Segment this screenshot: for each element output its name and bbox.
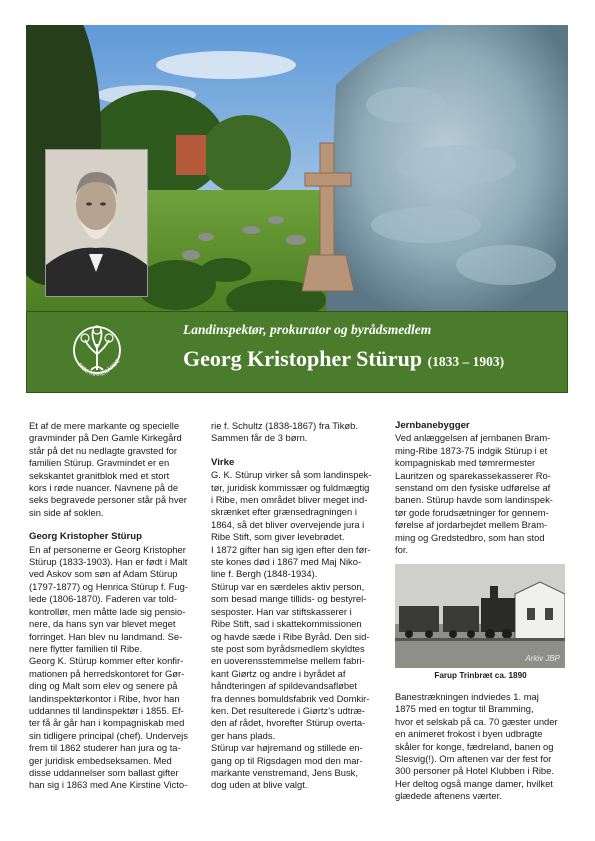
text-line: Ribe Stift, som giver levebrødet. — [211, 531, 345, 543]
text-line: familien Stürup. Gravmindet er en — [29, 457, 170, 469]
text-line: ger juridisk embedseksamen. Med — [29, 754, 172, 766]
text-line: Sammen får de 3 børn. — [211, 432, 308, 444]
text-line: nere, da hans syn var blevet meget — [29, 618, 176, 630]
text-line: rie f. Schultz (1838-1867) fra Tikøb. — [211, 420, 358, 431]
text-line: fra dennes bomuldsfabrik ved Domkir- — [211, 692, 370, 704]
column-2 — [211, 420, 379, 792]
section-heading-sturup: Georg Kristopher Stürup — [29, 531, 142, 543]
text-line: tør gode forudsætninger for gennem- — [395, 506, 549, 518]
text-line: en animeret frokost i byen udbragte — [395, 728, 543, 740]
text-line: sin side af soklen. — [29, 506, 104, 518]
text-line: tør, juridisk kommissær og fuldmægtig — [211, 481, 370, 493]
text-line: disse uddannelser som ballast gifter — [29, 766, 179, 778]
text-line: 1864, så det bliver overvejende jura i — [211, 518, 365, 530]
text-line: 300 personer på Hotel Klubben i Ribe. — [395, 765, 554, 777]
text-line: Her deltog også mange damer, hvilket — [395, 777, 553, 789]
text-line: for. — [395, 544, 409, 556]
portrait-photo — [45, 149, 148, 297]
bio-paragraph — [29, 544, 194, 792]
text-line: landinspektørkontor i Ribe, hvor han — [29, 692, 180, 704]
continuation-paragraph — [211, 420, 379, 445]
text-line: dog uden at blive valgt. — [211, 779, 308, 791]
text-line: den af rådet, hvorefter Stürup overta- — [211, 717, 366, 729]
text-line: førelse af jordarbejdet mellem Bram- — [395, 519, 548, 531]
text-line: markante venstremand, Jens Busk, — [211, 766, 358, 778]
text-line: skrænket efter grænsedragningen i — [211, 506, 357, 518]
text-line: gang op til Rigsdagen mod den mar- — [211, 754, 363, 766]
virke-paragraph — [211, 469, 379, 792]
text-line: ste kones død i 1867 med Maj Niko- — [211, 556, 362, 568]
text-line: ste post som byrådsmedlem skyldtes — [211, 642, 365, 654]
text-line: Stürup var en særdeles aktiv person, — [211, 580, 365, 592]
text-line: hvor et selskab på ca. 70 gæster under — [395, 715, 558, 727]
text-line: nere flytter familien til Ribe. — [29, 642, 143, 654]
text-line: i Ribe, men området bliver meget ind- — [211, 494, 368, 506]
text-line: og havde sæde i Ribe Byråd. Den sid- — [211, 630, 370, 642]
text-line: 1875 med en togtur til Bramming, — [395, 703, 534, 715]
section-heading-virke: Virke — [211, 456, 235, 468]
text-line: (1797-1877) og Henrica Stürup f. Fug- — [29, 580, 188, 592]
text-line: Stürup var højremand og stillede en- — [211, 742, 363, 754]
text-line: ger hans plads. — [211, 729, 276, 741]
text-line: står på det nu nedlagte gravsted for — [29, 444, 178, 456]
photo-credit: Arkiv JBP — [525, 654, 560, 664]
text-line: Ved anlæggelsen af jernbanen Bram- — [395, 432, 551, 444]
text-line: sin tidligere principal (chef). Undervejs — [29, 729, 188, 741]
text-line: ken. Det resulterede i Giørtz's udtræ- — [211, 704, 365, 716]
ribe-kirkegaarde-logo — [69, 320, 125, 390]
text-line: kors i røde nuancer. Navnene på de — [29, 482, 179, 494]
text-line: senstand om den fysiske udførelse af — [395, 482, 551, 494]
text-line: frem til 1862 studerer han jura og ta- — [29, 742, 181, 754]
text-line: Banestrækningen indviedes 1. maj — [395, 690, 539, 702]
svg-text:RIBE KIRKEGÅRDE: RIBE KIRKEGÅRDE — [76, 358, 122, 379]
text-line: mationen på herredskontoret for Gør- — [29, 667, 185, 679]
text-line: Slesvig(!). Om aftenen var der fest for — [395, 752, 552, 764]
text-line: lede (1806-1870). Faderen var told- — [29, 593, 178, 605]
text-line: Ribe Stift, sad i skattekommissionen — [211, 618, 362, 630]
column-3 — [395, 420, 566, 803]
text-line: Georg K. Stürup kommer efter konfir- — [29, 655, 184, 667]
text-line: gravminder på Den Gamle Kirkegård — [29, 432, 182, 444]
text-line: sekskantet granitblok med et stort — [29, 469, 170, 481]
text-line: G. K. Stürup virker så som landinspek- — [211, 469, 372, 481]
banner-years: (1833 – 1903) — [427, 354, 505, 369]
title-banner — [26, 311, 568, 393]
text-line: seks begravede personer står på hver — [29, 494, 187, 506]
text-line: kontrollør, men måtte lade sig pensio- — [29, 605, 186, 617]
column-1 — [29, 420, 194, 792]
text-line: ming og Gredstedbro, som han stod — [395, 531, 545, 543]
text-line: håndteringen af spildevandsafløbet — [211, 680, 357, 692]
text-line: sesposter. Han var stiftskasserer i — [211, 605, 352, 617]
text-line: kant Giørtz og andre i byrådet af — [211, 667, 346, 679]
text-line: kompagniskab med tømrermester — [395, 457, 536, 469]
text-line: I 1872 gifter han sig igen efter den før- — [211, 543, 371, 555]
text-line: glædede aftenens værter. — [395, 790, 502, 802]
text-line: skåler for konge, fædreland, banen og — [395, 740, 554, 752]
text-line: ming-Ribe 1873-75 indgik Stürup i et — [395, 444, 548, 456]
text-line: Et af de mere markante og specielle — [29, 420, 180, 431]
section-heading-jernbanebygger: Jernbanebygger — [395, 420, 470, 431]
intro-paragraph — [29, 420, 194, 519]
text-line: ter få år går han i kompagniskab med — [29, 717, 185, 729]
text-line: En af personerne er Georg Kristopher — [29, 543, 186, 555]
text-line: uddannes til landinspektør i 1855. Ef- — [29, 704, 184, 716]
text-line: banen. Stürup havde som landinspek- — [395, 494, 553, 506]
banner-subtitle: Landinspektør, prokurator og byrådsmedlem — [183, 322, 432, 337]
train-photo — [395, 564, 565, 668]
text-line: han sig i 1863 med Ane Kirstine Victo- — [29, 779, 188, 791]
photo-caption: Farup Trinbræt ca. 1890 — [434, 671, 527, 681]
banner-title-name: Georg Kristopher Stürup — [183, 346, 423, 371]
text-line: Lauritzen og sparekassekasserer Ro- — [395, 469, 551, 481]
text-line: forringet. Han blev nu landmand. Se- — [29, 630, 183, 642]
inauguration-paragraph — [395, 691, 566, 803]
text-line: line f. Bergh (1848-1934). — [211, 568, 318, 580]
text-line: en uoverensstemmelse mellem fabri- — [211, 655, 365, 667]
text-line: Stürup (1833-1903). Han er født i Malt — [29, 556, 188, 568]
text-line: ved Askov som søn af Adam Stürup — [29, 568, 178, 580]
text-line: som besad mange tillids- og bestyrel- — [211, 593, 367, 605]
text-line: ding og Malt som elev og senere på — [29, 680, 178, 692]
banner-title — [183, 346, 504, 372]
railway-paragraph — [395, 432, 566, 556]
